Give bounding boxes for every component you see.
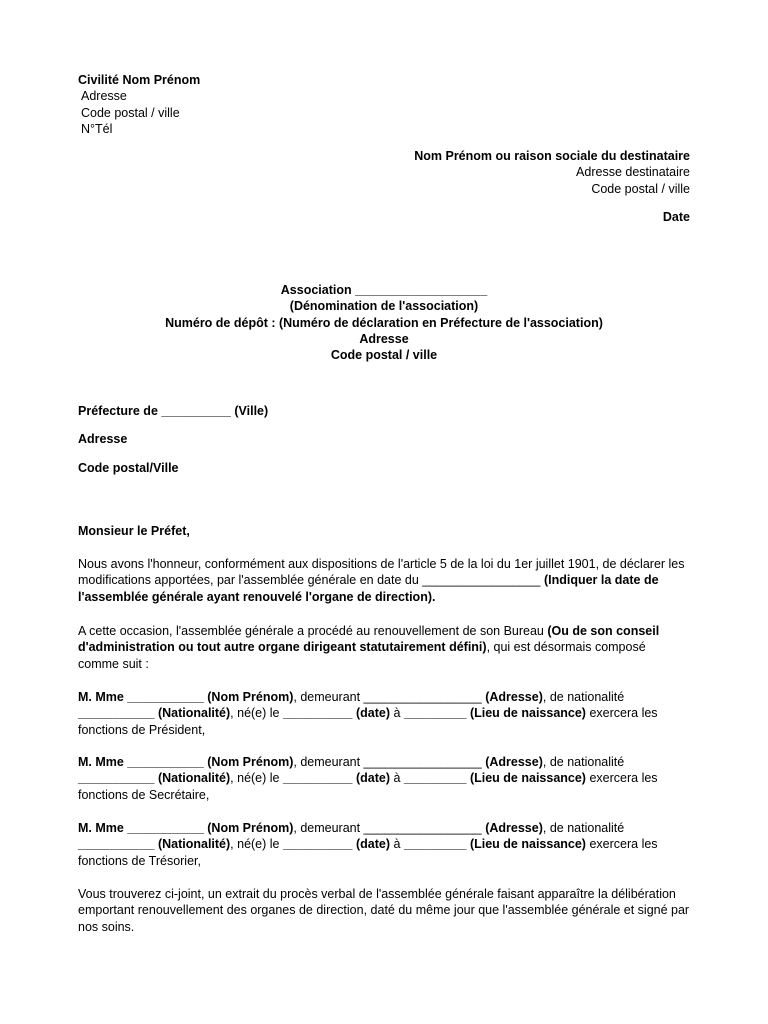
paragraph-text: , qui est désormais composé comme suit : [78,640,646,671]
member-address-placeholder: (Adresse) [485,690,543,704]
recipient-block [78,148,690,197]
sender-address: Adresse [81,89,127,104]
member-text: , né(e) le [230,837,283,852]
paragraph-bold-text: (Indiquer la date de l'assemblée générale ayant renouvelé l'organe de direction). [78,573,659,604]
sender-name: Civilité Nom Prénom [78,73,201,87]
sender-block [78,72,690,137]
member-date-placeholder: __________ (date) [282,837,391,852]
association-address: Adresse [359,331,409,346]
member-text: exercera les fonctions de Président, [78,706,658,737]
member-name-placeholder: M. Mme ___________ (Nom Prénom) [78,690,294,704]
paragraph-text: A cette occasion, l'assemblée générale a procédé au renouvellement de son Bureau [78,624,548,638]
member-text: , demeurant _________________ [293,755,486,769]
member-secretary [78,754,690,803]
association-block [78,282,690,363]
member-text: , demeurant _________________ [293,821,486,835]
salutation: Monsieur le Préfet, [78,524,190,538]
member-nationality-placeholder: ___________ (Nationalité) [78,771,231,786]
member-text: à [390,771,404,786]
member-text: à [390,837,404,852]
member-name-placeholder: M. Mme ___________ (Nom Prénom) [78,821,294,835]
member-text: , de nationalité [542,690,625,704]
paragraph-renewal [78,623,690,672]
member-treasurer [78,820,690,869]
prefecture-name: Préfecture de __________ (Ville) [78,404,269,418]
member-text: , demeurant _________________ [293,690,486,704]
member-address-placeholder: (Adresse) [485,755,543,769]
member-text: , de nationalité [542,755,625,769]
sender-phone: N°Tél [81,121,113,136]
association-city: Code postal / ville [330,348,438,363]
member-birthplace-placeholder: _________ (Lieu de naissance) [403,771,586,786]
member-text: exercera les fonctions de Trésorier, [78,837,658,868]
paragraph-bold-text: (Ou de son conseil d'administration ou tout autre organe dirigeant statutairement défini) [78,624,660,655]
paragraph-declaration [78,556,690,605]
member-text: exercera les fonctions de Secrétaire, [78,771,658,802]
association-denomination: (Dénomination de l'association) [289,299,479,314]
member-address-placeholder: (Adresse) [485,821,543,835]
member-text: , né(e) le [230,706,283,721]
member-birthplace-placeholder: _________ (Lieu de naissance) [403,837,586,852]
paragraph-text: Nous avons l'honneur, conformément aux dispositions de l'article 5 de la loi du 1er juillet 1901, de déclarer les modifications apportées, par l'assemblée générale en date du _________________ [78,557,685,588]
member-president [78,689,690,738]
recipient-city: Code postal / ville [591,181,690,196]
letter-date: Date [662,210,690,224]
sender-city: Code postal / ville [81,105,180,120]
association-name: Association ___________________ [280,283,488,297]
paragraph-attachment: Vous trouverez ci-joint, un extrait du procès verbal de l'assemblée générale faisant apparaître la délibération emportant renouvellement des organes de direction, daté du même jour que l'assemblée générale et signé par nos soins. [78,887,690,934]
prefecture-city: Code postal/Ville [78,461,179,475]
member-text: , de nationalité [542,821,625,835]
recipient-name: Nom Prénom ou raison sociale du destinataire [414,149,690,163]
member-nationality-placeholder: ___________ (Nationalité) [78,837,231,852]
member-nationality-placeholder: ___________ (Nationalité) [78,706,231,721]
member-date-placeholder: __________ (date) [282,706,391,721]
member-birthplace-placeholder: _________ (Lieu de naissance) [403,706,586,721]
member-text: à [390,706,404,721]
member-text: , né(e) le [230,771,283,786]
member-date-placeholder: __________ (date) [282,771,391,786]
prefecture-address: Adresse [78,432,128,446]
member-name-placeholder: M. Mme ___________ (Nom Prénom) [78,755,294,769]
association-deposit-number: Numéro de dépôt : (Numéro de déclaration en Préfecture de l'association) [165,315,603,330]
recipient-address: Adresse destinataire [576,165,690,180]
